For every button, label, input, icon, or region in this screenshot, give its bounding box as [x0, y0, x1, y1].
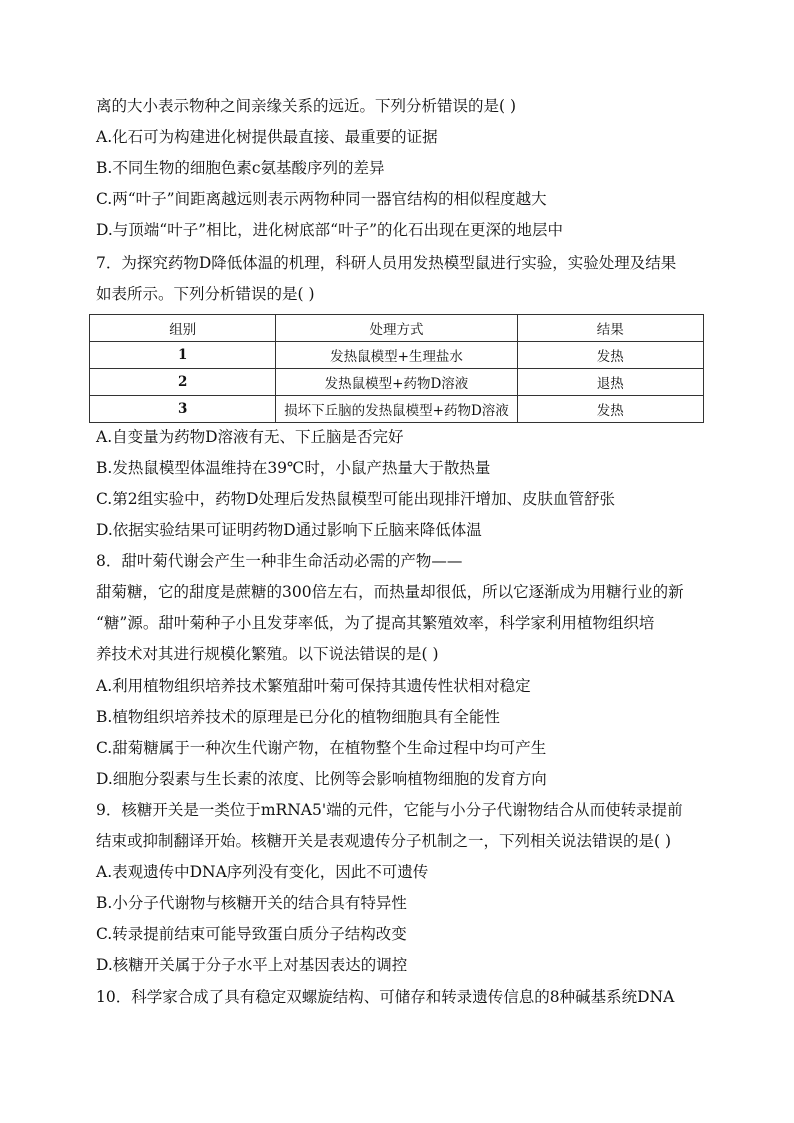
table-row — [90, 369, 704, 396]
table-row — [90, 396, 704, 423]
table-cell-result: 发热 — [517, 396, 703, 423]
question-6-option-c: C.两“叶子”间距离越远则表示两物种同一器官结构的相似程度越大 — [96, 190, 547, 208]
question-8-stem-line-1: 8．甜叶菊代谢会产生一种非生命活动必需的产物—— — [96, 552, 463, 570]
question-6-option-a: A.化石可为构建进化树提供最直接、最重要的证据 — [96, 128, 438, 146]
table-cell-result: 退热 — [517, 369, 703, 396]
table-cell-treatment: 发热鼠模型+药物D溶液 — [276, 369, 517, 396]
question-9-option-a: A.表观遗传中DNA序列没有变化，因此不可遗传 — [96, 863, 429, 881]
question-7-stem-line-1: 7．为探究药物D降低体温的机理，科研人员用发热模型鼠进行实验，实验处理及结果 — [96, 254, 677, 272]
question-8-option-c: C.甜菊糖属于一种次生代谢产物，在植物整个生命过程中均可产生 — [96, 739, 547, 757]
question-9-stem-line-2: 结束或抑制翻译开始。核糖开关是表观遗传分子机制之一，下列相关说法错误的是( ) — [96, 832, 672, 850]
question-6-stem-end: 离的大小表示物种之间亲缘关系的远近。下列分析错误的是( ) — [96, 97, 517, 115]
table-header-result: 结果 — [517, 315, 703, 342]
question-9-stem-line-1: 9．核糖开关是一类位于mRNA5'端的元件，它能与小分子代谢物结合从而使转录提前 — [96, 801, 683, 819]
question-7-stem-line-2: 如表所示。下列分析错误的是( ) — [96, 285, 315, 303]
table-header-row — [90, 315, 704, 342]
table-cell-result: 发热 — [517, 342, 703, 369]
question-8-stem-line-2: 甜菊糖，它的甜度是蔗糖的300倍左右，而热量却很低，所以它逐渐成为用糖行业的新 — [96, 583, 684, 601]
question-9-option-d: D.核糖开关属于分子水平上对基因表达的调控 — [96, 956, 408, 974]
question-9-option-c: C.转录提前结束可能导致蛋白质分子结构改变 — [96, 925, 407, 943]
question-7-option-c: C.第2组实验中，药物D处理后发热鼠模型可能出现排汗增加、皮肤血管舒张 — [96, 490, 616, 508]
question-7-option-b: B.发热鼠模型体温维持在39℃时，小鼠产热量大于散热量 — [96, 459, 491, 477]
question-7-option-d: D.依据实验结果可证明药物D通过影响下丘脑来降低体温 — [96, 521, 482, 539]
table-cell-group: 2 — [90, 369, 276, 396]
experiment-table — [89, 314, 704, 423]
table-header-treatment: 处理方式 — [276, 315, 517, 342]
table-cell-treatment: 损坏下丘脑的发热鼠模型+药物D溶液 — [276, 396, 517, 423]
table-row — [90, 342, 704, 369]
question-6-option-d: D.与顶端“叶子”相比，进化树底部“叶子”的化石出现在更深的地层中 — [96, 221, 564, 239]
question-10-stem-line-1: 10．科学家合成了具有稳定双螺旋结构、可储存和转录遗传信息的8种碱基系统DNA — [96, 988, 675, 1006]
question-8-stem-line-3: “糖”源。甜叶菊种子小且发芽率低，为了提高其繁殖效率，科学家利用植物组织培 — [96, 614, 655, 632]
question-7-option-a: A.自变量为药物D溶液有无、下丘脑是否完好 — [96, 428, 404, 446]
table-cell-group: 1 — [90, 342, 276, 369]
question-8-option-b: B.植物组织培养技术的原理是已分化的植物细胞具有全能性 — [96, 708, 500, 726]
question-8-option-a: A.利用植物组织培养技术繁殖甜叶菊可保持其遗传性状相对稳定 — [96, 677, 531, 695]
question-9-option-b: B.小分子代谢物与核糖开关的结合具有特异性 — [96, 894, 407, 912]
question-8-option-d: D.细胞分裂素与生长素的浓度、比例等会影响植物细胞的发育方向 — [96, 770, 547, 788]
table-cell-treatment: 发热鼠模型+生理盐水 — [276, 342, 517, 369]
table-cell-group: 3 — [90, 396, 276, 423]
table-header-group: 组别 — [90, 315, 276, 342]
question-6-option-b: B.不同生物的细胞色素c氨基酸序列的差异 — [96, 159, 385, 177]
question-8-stem-line-4: 养技术对其进行规模化繁殖。以下说法错误的是( ) — [96, 645, 439, 663]
